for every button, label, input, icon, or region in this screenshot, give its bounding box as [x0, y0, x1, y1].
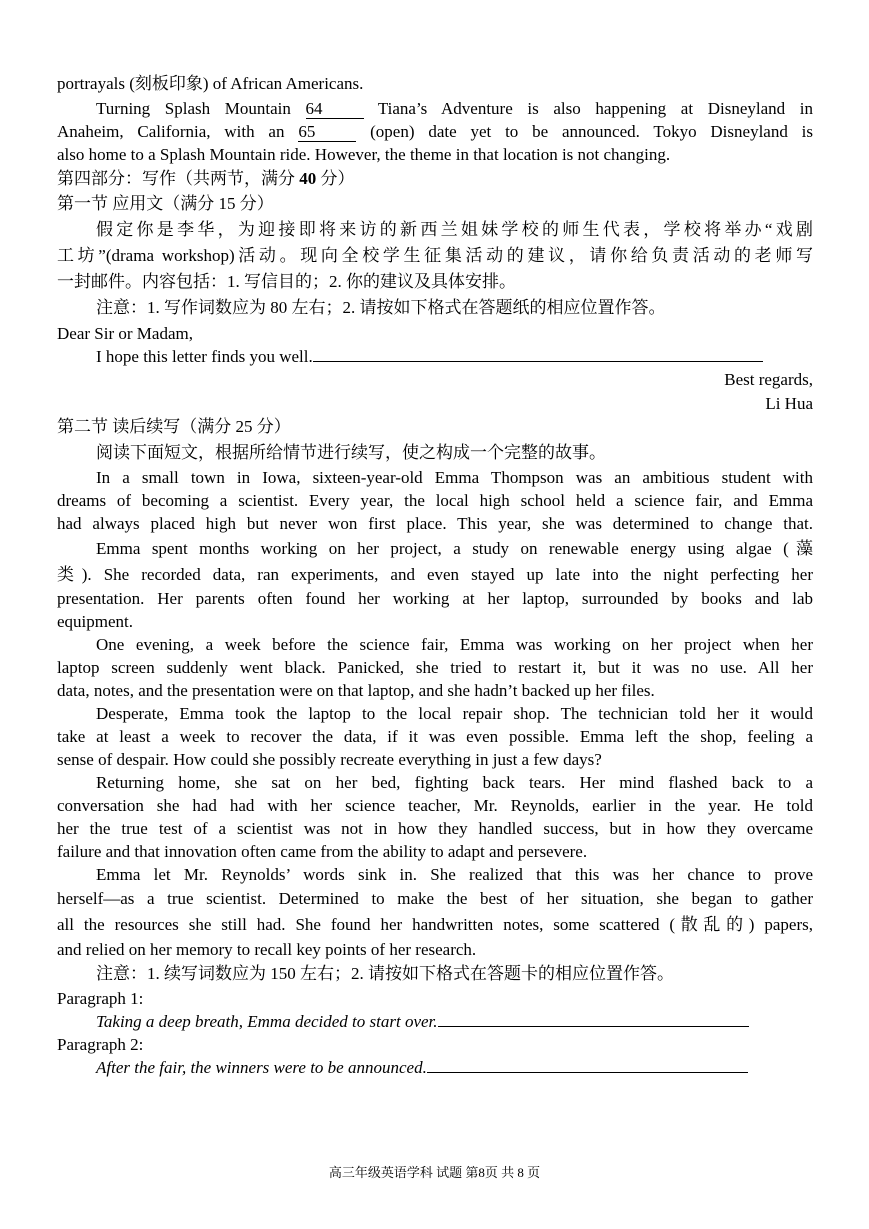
text-fragment: Anaheim, California, with an	[57, 122, 285, 141]
fill-in-line-64	[96, 97, 813, 120]
page-footer: 高三年级英语学科 试题 第8页 共 8 页	[328, 1165, 541, 1180]
passage-line: Returning home, she sat on her bed, fighting back tears. Her mind flashed back to a	[96, 773, 813, 792]
text-fragment: Turning Splash Mountain	[96, 99, 291, 118]
passage-line: data, notes, and the presentation were on that laptop, and she hadn’t backed up her files.	[57, 681, 655, 700]
prompt-line: 一封邮件。内容包括：1. 写信目的；2. 你的建议及具体安排。	[57, 272, 516, 291]
blank-65[interactable]: 65	[298, 123, 356, 142]
passage-line: sense of despair. How could she possibly recreate everything in just a few days?	[57, 750, 602, 769]
part-score: 40	[299, 169, 317, 188]
prompt-line: 工坊”(drama workshop)活动。现向全校学生征集活动的建议，请你给负责活动的老师写	[57, 246, 813, 265]
section-heading: 第一节 应用文（满分 15 分）	[57, 194, 274, 213]
passage-line: conversation she had had with her science teacher, Mr. Reynolds, earlier in the year. He told	[57, 796, 813, 815]
blank-64[interactable]: 64	[306, 100, 364, 119]
instruction: 阅读下面短文，根据所给情节进行续写，使之构成一个完整的故事。	[96, 443, 606, 462]
paragraph-label: Paragraph 1:	[57, 989, 144, 1008]
answer-line[interactable]	[313, 347, 763, 362]
paragraph-label: Paragraph 2:	[57, 1035, 144, 1054]
instruction-note: 注意：1. 续写词数应为 150 左右；2. 请按如下格式在答题卡的相应位置作答。	[96, 964, 674, 983]
section-heading: 第二节 读后续写（满分 25 分）	[57, 417, 291, 436]
paragraph-start-line	[96, 1056, 813, 1079]
passage-line: all the resources she still had. She found her handwritten notes, some scattered (散乱的) papers,	[57, 915, 813, 934]
prompt-line: 假定你是李华，为迎接即将来访的新西兰姐妹学校的师生代表，学校将举办“戏剧	[96, 220, 813, 239]
passage-line: equipment.	[57, 612, 134, 631]
paragraph-start-text: Taking a deep breath, Emma decided to start over.	[96, 1012, 438, 1031]
passage-line: Emma spent months working on her project, a study on renewable energy using algae (藻	[96, 539, 813, 558]
passage-line: her the true test of a scientist was not in how they handled success, but in how they overcame	[57, 819, 813, 838]
letter-start-text: I hope this letter finds you well.	[96, 347, 313, 366]
fill-in-line-65	[57, 120, 813, 143]
text-fragment: (open) date yet to be announced. Tokyo Disneyland is	[370, 122, 813, 141]
paragraph-start-line	[96, 1010, 813, 1033]
closing: Best regards,	[724, 370, 813, 389]
text-line: portrayals (刻板印象) of African Americans.	[57, 74, 364, 93]
passage-line: In a small town in Iowa, sixteen-year-old Emma Thompson was an ambitious student with	[96, 468, 813, 487]
passage-line: failure and that innovation often came from the ability to adapt and persevere.	[57, 842, 588, 861]
part-heading-text: 分）	[320, 169, 355, 188]
text-fragment: Tiana’s Adventure is also happening at Disneyland in	[377, 99, 813, 118]
paragraph-start-text: After the fair, the winners were to be announced.	[96, 1058, 427, 1077]
passage-line: take at least a week to recover the data, if it was even possible. Emma left the shop, feeling a	[57, 727, 813, 746]
passage-line: had always placed high but never won first place. This year, she was determined to change that.	[57, 514, 813, 533]
passage-line: and relied on her memory to recall key points of her research.	[57, 940, 477, 959]
passage-line: One evening, a week before the science fair, Emma was working on her project when her	[96, 635, 813, 654]
instruction-note: 注意：1. 写作词数应为 80 左右；2. 请按如下格式在答题纸的相应位置作答。	[96, 298, 666, 317]
passage-line: herself—as a true scientist. Determined to make the best of her situation, she began to gather	[57, 889, 813, 908]
salutation: Dear Sir or Madam,	[57, 324, 193, 343]
passage-line: Emma let Mr. Reynolds’ words sink in. She realized that this was her chance to prove	[96, 865, 813, 884]
passage-line: presentation. Her parents often found her working at her laptop, surrounded by books and lab	[57, 589, 813, 608]
part-heading	[57, 167, 813, 190]
passage-line: dreams of becoming a scientist. Every year, the local high school held a science fair, and Emma	[57, 491, 813, 510]
answer-line[interactable]	[438, 1012, 749, 1027]
passage-line: laptop screen suddenly went black. Panicked, she tried to restart it, but it was no use. All her	[57, 658, 813, 677]
passage-line: 类). She recorded data, ran experiments, and even stayed up late into the night perfecting her	[57, 565, 813, 584]
text-line: also home to a Splash Mountain ride. However, the theme in that location is not changing.	[57, 145, 671, 164]
part-heading-text: 第四部分：写作（共两节，满分	[57, 169, 295, 188]
answer-line[interactable]	[427, 1058, 748, 1073]
passage-line: Desperate, Emma took the laptop to the local repair shop. The technician told her it would	[96, 704, 813, 723]
signature: Li Hua	[765, 394, 813, 413]
letter-start-line	[96, 345, 813, 368]
